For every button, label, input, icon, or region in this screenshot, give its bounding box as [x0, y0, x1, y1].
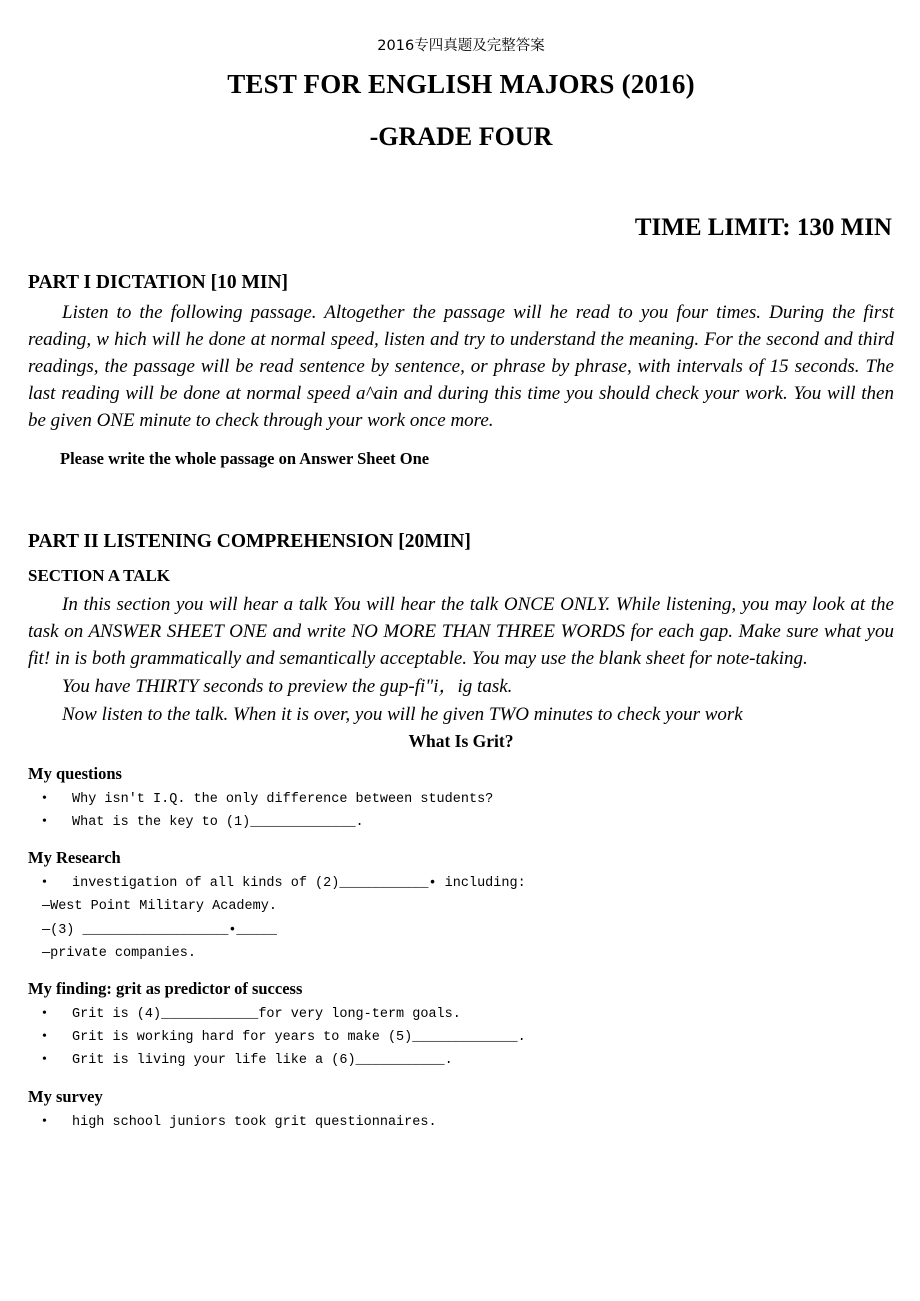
my-research-heading: My Research — [28, 848, 121, 868]
my-research-list — [28, 872, 894, 895]
my-finding-list — [28, 1003, 894, 1073]
research-source-line: —West Point Military Academy. — [42, 899, 277, 915]
talk-title: What Is Grit? — [408, 730, 514, 751]
part-1-answer-sheet-note: Please write the whole passage on Answer Sheet One — [60, 448, 430, 468]
my-survey-heading: My survey — [28, 1086, 103, 1106]
my-survey-list — [28, 1111, 894, 1134]
part-2-instructions: In this section you will hear a talk You will hear the talk ONCE ONLY. While listening, you may look at the task on ANSWER SHEET ONE and write NO MORE THAN THREE WORDS for each gap. Make sure what you fit! in is both grammatically and semantically acceptable. You may use the blank sheet for note-taking. — [28, 593, 894, 669]
note-taking-outline — [28, 764, 894, 1134]
part-1-heading: PART I DICTATION [10 MIN] — [28, 271, 289, 293]
list-item: • Grit is (4)____________for very long-term goals. — [28, 1003, 894, 1026]
my-questions-list — [28, 788, 894, 834]
part-2-preview-line: You have THIRTY seconds to preview the gup-fi"i，ig task. — [62, 675, 513, 697]
part-1-instructions: Listen to the following passage. Altogether the passage will he read to you four times. During the first reading, w hich will he done at normal speed, listen and try to understand the meaning. For the second and third readings, the passage will be read sentence by sentence, or phrase by phrase, with intervals of 15 seconds. The last reading will be done at normal speed a^ain and during this time you should check your work. You will then be given ONE minute to check through your work once more. — [28, 301, 894, 431]
page-subtitle: -GRADE FOUR — [369, 122, 553, 152]
list-item: • investigation of all kinds of (2)___________• including: — [28, 872, 894, 895]
section-a-heading: SECTION A TALK — [28, 565, 171, 585]
page-title: TEST FOR ENGLISH MAJORS (2016) — [227, 69, 695, 99]
document-content — [28, 34, 894, 1134]
list-item: • Why isn't I.Q. the only difference between students? — [28, 788, 894, 811]
my-questions-heading: My questions — [28, 763, 122, 783]
part-2-listen-line: Now listen to the talk. When it is over, you will he given TWO minutes to check your work — [62, 703, 743, 725]
document-header-chinese: 2016专四真题及完整答案 — [377, 38, 545, 54]
research-source-line: —private companies. — [42, 945, 196, 961]
research-source-line: —(3) __________________•_____ — [42, 922, 277, 938]
list-item: • Grit is living your life like a (6)___________. — [28, 1049, 894, 1072]
list-item: • Grit is working hard for years to make (5)_____________. — [28, 1026, 894, 1049]
my-finding-heading: My finding: grit as predictor of success — [28, 978, 303, 998]
list-item: • What is the key to (1)_____________. — [28, 811, 894, 834]
part-2-heading: PART II LISTENING COMPREHENSION [20MIN] — [28, 530, 471, 552]
list-item: • high school juniors took grit questionnaires. — [28, 1111, 894, 1134]
time-limit-label: TIME LIMIT: 130 MIN — [634, 213, 892, 241]
